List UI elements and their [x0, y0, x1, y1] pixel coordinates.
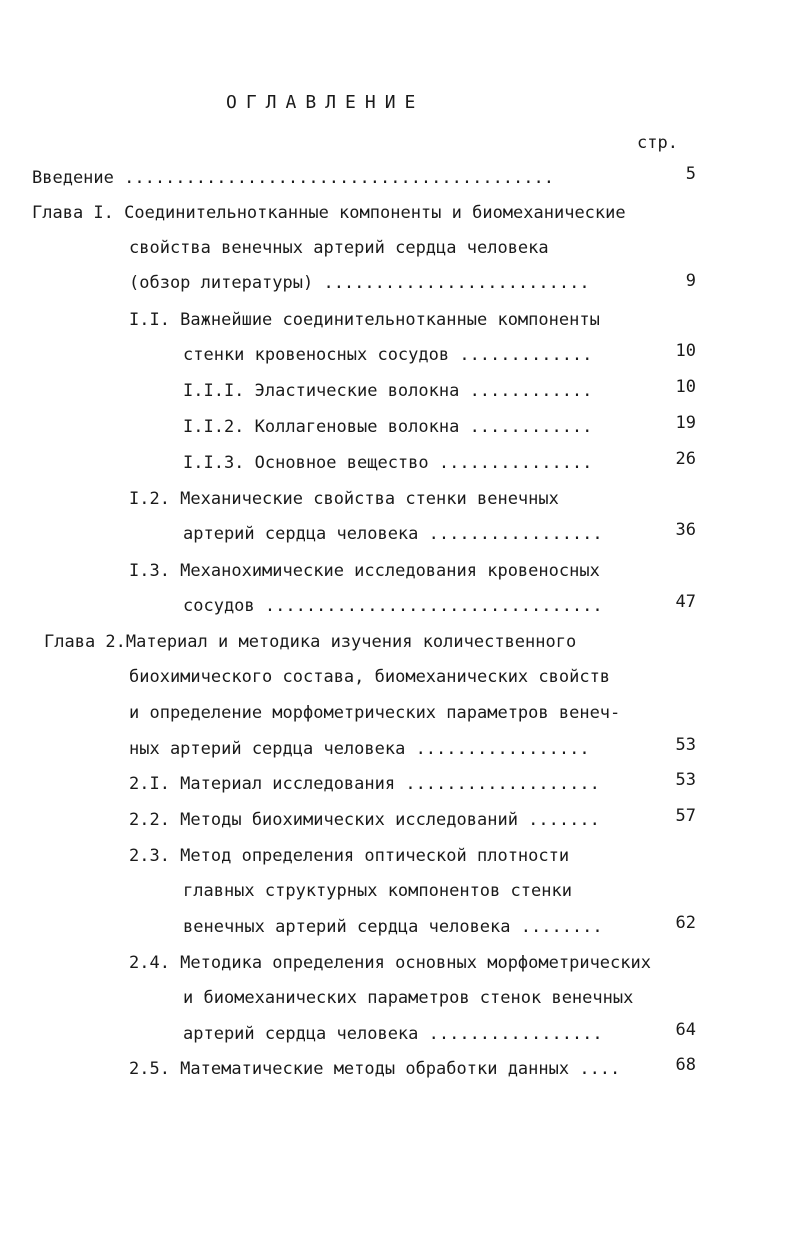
toc-entry-text: I.I. Важнейшие соединительнотканные компоненты	[129, 310, 600, 330]
toc-entry-text: артерий сердца человека .................	[183, 524, 603, 544]
toc-entry-page: 10	[675, 341, 696, 361]
toc-entry-text: и биомеханических параметров стенок венечных	[183, 988, 634, 1008]
toc-entry-text: ных артерий сердца человека .................	[129, 739, 590, 759]
toc-entry-text: I.I.3. Основное вещество ...............	[183, 453, 593, 473]
toc-entry-text: 2.5. Математические методы обработки данных ....	[129, 1059, 621, 1079]
toc-entry-page: 36	[675, 520, 696, 540]
toc-entry-page: 5	[685, 164, 696, 184]
page-column-label: стр.	[637, 133, 678, 153]
toc-entry-text: артерий сердца человека .................	[183, 1024, 603, 1044]
toc-entry-page: 47	[675, 592, 696, 612]
toc-entry-text: 2.3. Метод определения оптической плотности	[129, 846, 570, 866]
toc-entry-text: I.I.2. Коллагеновые волокна ............	[183, 417, 593, 437]
toc-entry-text: Глава 2.Материал и методика изучения количественного	[44, 632, 577, 652]
toc-entry-text: (обзор литературы) ..........................	[129, 273, 590, 293]
toc-entry-text: сосудов .................................	[183, 596, 603, 616]
toc-entry-text: главных структурных компонентов стенки	[183, 881, 572, 901]
toc-entry-text: и определение морфометрических параметров венеч-	[129, 703, 621, 723]
toc-entry-text: венечных артерий сердца человека ........	[183, 917, 603, 937]
toc-entry-text: I.2. Механические свойства стенки венечных	[129, 489, 559, 509]
toc-entry-page: 19	[675, 413, 696, 433]
toc-entry-page: 62	[675, 913, 696, 933]
toc-heading: ОГЛАВЛЕНИЕ	[226, 92, 425, 113]
toc-entry-page: 9	[685, 271, 696, 291]
toc-entry-text: свойства венечных артерий сердца человека	[129, 238, 549, 258]
toc-entry-text: 2.4. Методика определения основных морфометрических	[129, 953, 651, 973]
toc-entry-text: биохимического состава, биомеханических свойств	[129, 667, 611, 687]
toc-entry-page: 26	[675, 449, 696, 469]
toc-entry-text: стенки кровеносных сосудов .............	[183, 345, 593, 365]
toc-entry-text: Введение ..........................................	[32, 168, 554, 188]
toc-entry-text: Глава I. Соединительнотканные компоненты и биомеханические	[32, 203, 626, 223]
toc-entry-page: 53	[675, 735, 696, 755]
toc-entry-page: 57	[675, 806, 696, 826]
toc-entry-text: 2.I. Материал исследования ...................	[129, 774, 600, 794]
toc-entry-page: 64	[675, 1020, 696, 1040]
toc-entry-text: 2.2. Методы биохимических исследований .......	[129, 810, 600, 830]
toc-entry-page: 53	[675, 770, 696, 790]
toc-entry-text: I.I.I. Эластические волокна ............	[183, 381, 593, 401]
toc-entry-page: 68	[675, 1055, 696, 1075]
toc-entry-text: I.3. Механохимические исследования кровеносных	[129, 561, 600, 581]
toc-entry-page: 10	[675, 377, 696, 397]
